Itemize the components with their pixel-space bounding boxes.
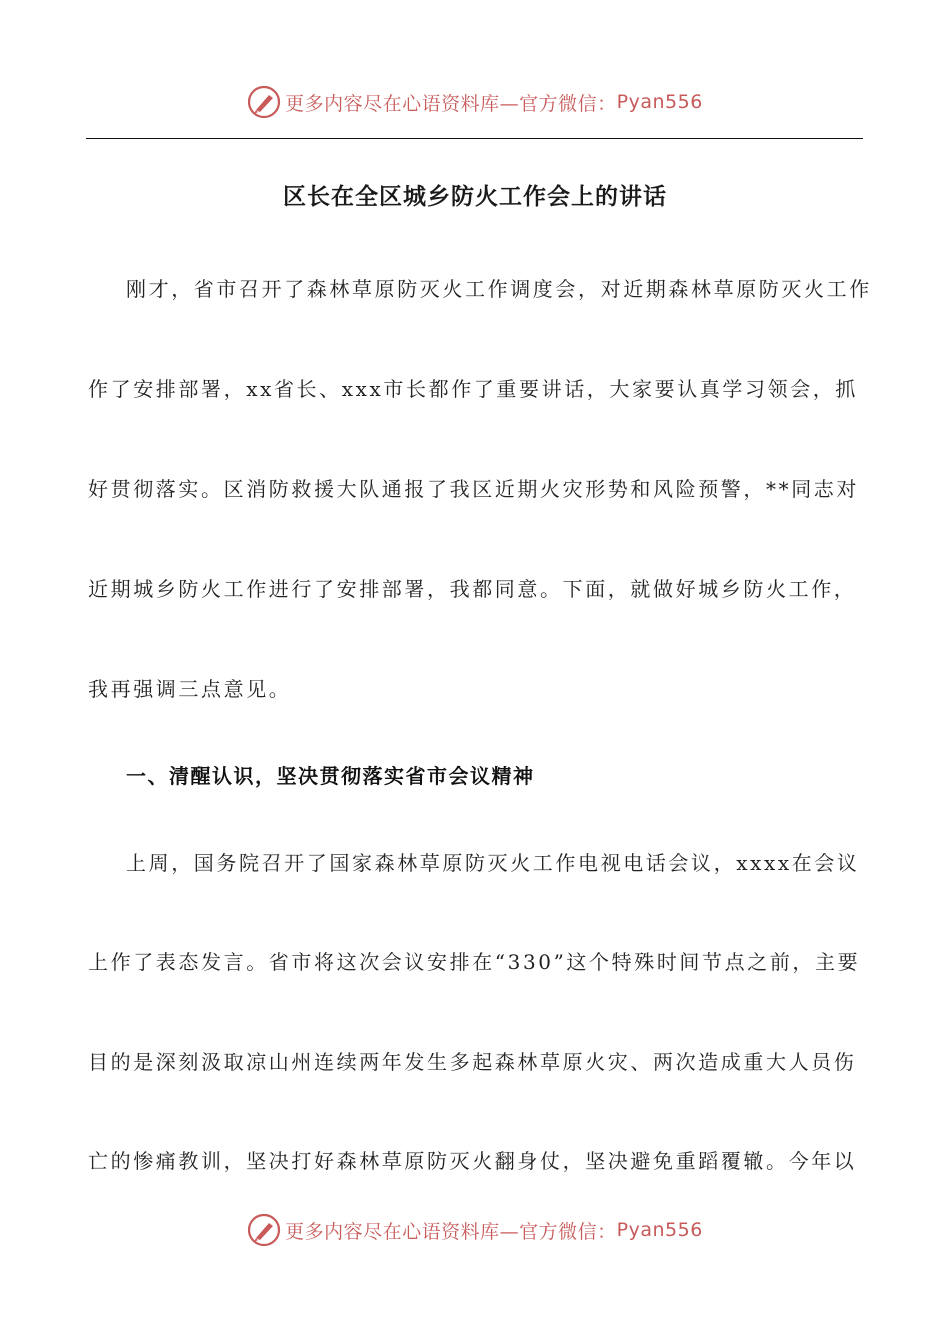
- paragraph-line: 作了安排部署，xx省长、xxx市长都作了重要讲话，大家要认真学习领会，抓: [88, 377, 858, 401]
- paragraph-line: 刚才，省市召开了森林草原防灭火工作调度会，对近期森林草原防灭火工作: [126, 277, 872, 301]
- paragraph-line: 好贯彻落实。区消防救援大队通报了我区近期火灾形势和风险预警，**同志对: [88, 477, 859, 501]
- paragraph-line: 我再强调三点意见。: [88, 677, 292, 701]
- watermark-text: 更多内容尽在心语资料库—官方微信：: [285, 1220, 617, 1243]
- footer-watermark: [0, 1210, 950, 1250]
- header-watermark: [0, 82, 950, 122]
- section-heading: 一、清醒认识，坚决贯彻落实省市会议精神: [126, 764, 535, 788]
- paragraph-line: 上周，国务院召开了国家森林草原防灭火工作电视电话会议，xxxx在会议: [126, 851, 860, 875]
- watermark-wechat-id: Pyan556: [616, 91, 703, 113]
- watermark-text: 更多内容尽在心语资料库—官方微信：: [285, 92, 617, 115]
- paragraph-line: 近期城乡防火工作进行了安排部署，我都同意。下面，就做好城乡防火工作，: [88, 577, 857, 601]
- pen-logo-icon: [247, 1213, 281, 1247]
- pen-logo-icon: [247, 85, 281, 119]
- watermark-wechat-id: Pyan556: [616, 1219, 703, 1241]
- document-title: 区长在全区城乡防火工作会上的讲话: [283, 183, 667, 210]
- paragraph-line: 上作了表态发言。省市将这次会议安排在“330”这个特殊时间节点之前，主要: [88, 950, 861, 974]
- paragraph-line: 目的是深刻汲取凉山州连续两年发生多起森林草原火灾、两次造成重大人员伤: [88, 1050, 857, 1074]
- header-divider: [86, 138, 863, 139]
- paragraph-line: 亡的惨痛教训，坚决打好森林草原防灭火翻身仗，坚决避免重蹈覆辙。今年以: [88, 1149, 857, 1173]
